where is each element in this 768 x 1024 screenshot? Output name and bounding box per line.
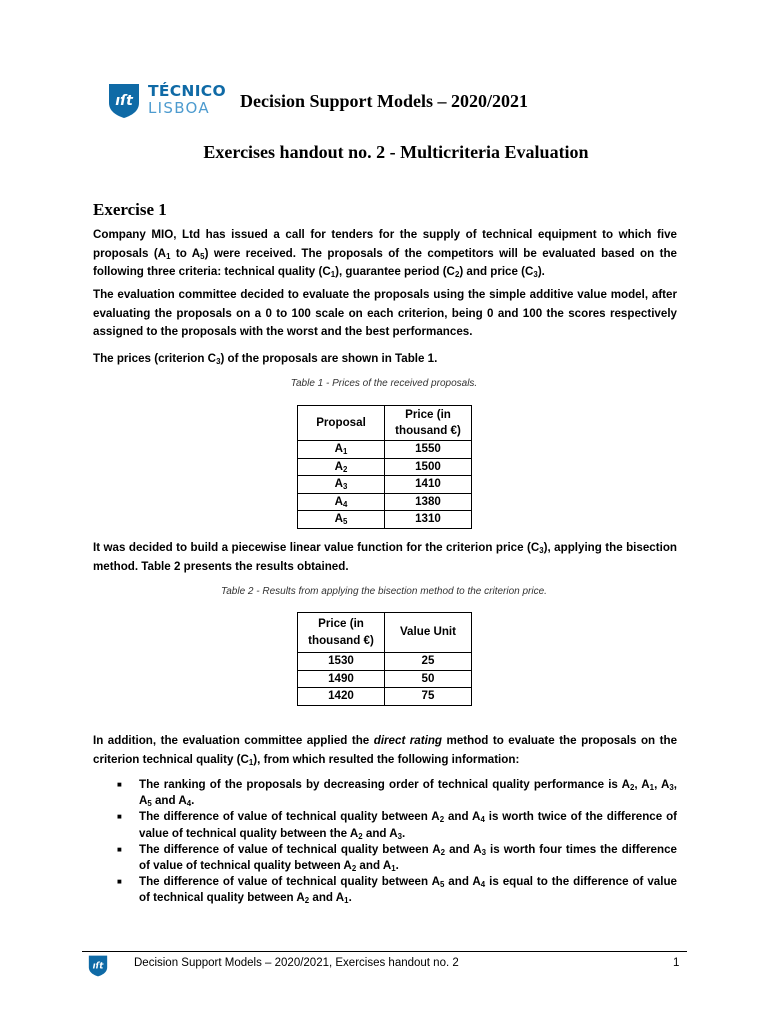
table-row: [298, 688, 472, 706]
svg-text:ıſt: ıſt: [115, 93, 133, 109]
proposal-cell: $A_4$: [298, 493, 385, 511]
header-price: Price (in thousand €): [298, 613, 385, 653]
table-row: [298, 670, 472, 688]
header-price: Price (in thousand €): [385, 406, 472, 441]
price-cell: 1490: [298, 670, 385, 688]
table-row: [298, 511, 472, 529]
exercise-heading: Exercise 1: [93, 200, 167, 219]
bullet-square-icon: ■: [117, 812, 122, 822]
bullet-square-icon: ■: [117, 844, 122, 854]
logo-line-2: LISBOA: [148, 98, 210, 117]
price-cell: 1420: [298, 688, 385, 706]
logo-line-1: TÉCNICO: [148, 82, 226, 100]
price-cell: 1310: [385, 511, 472, 529]
list-item: ■ The ranking of the proposals by decreasing order of technical quality performance is $A_2$, $A_1$, $A_3$, $A_5$ and $A_4$.: [117, 778, 678, 809]
document-title: Decision Support Models – 2020/2021: [239, 91, 529, 111]
list-item: ■ The difference of value of technical quality between $A_2$ and $A_4$ is worth twice of the difference of value of technical quality between the $A_2$ and $A_3$.: [117, 810, 678, 841]
document-subtitle: Exercises handout no. 2 - Multicriteria Evaluation: [203, 142, 589, 162]
paragraph-evaluation-model: The evaluation committee decided to evaluate the proposals using the simple additive value model, after evaluating the proposals on a 0 to 100 scale on each criterion, being 0 and 100 the scores respectively assigned to the proposals with the worst and the best performances.: [93, 288, 677, 338]
price-cell: 1410: [385, 476, 472, 494]
table-header-row: [298, 406, 472, 441]
value-cell: 25: [385, 653, 472, 671]
table-row: [298, 476, 472, 494]
paragraph-direct-rating: In addition, the evaluation committee applied the direct rating method to evaluate the proposals on the criterion technical quality $(C_1)$, from which resulted the following information:: [93, 734, 678, 767]
proposal-cell: $A_1$: [298, 441, 385, 459]
paragraph-bisection: It was decided to build a piecewise linear value function for the criterion price $(C_3)$, applying the bisection method. Table 2 presents the results obtained.: [93, 541, 677, 573]
list-item: ■ The difference of value of technical quality between $A_5$ and $A_4$ is equal to the difference of value of technical quality between $A_2$ and $A_1$.: [117, 875, 677, 906]
page-number: 1: [673, 957, 680, 969]
proposal-cell: $A_5$: [298, 511, 385, 529]
price-cell: 1500: [385, 458, 472, 476]
paragraph-intro: Company MIO, Ltd has issued a call for tenders for the supply of technical equipment to which five proposals ($A_1$ to $A_5$) were received. The proposals of the competitors will be evaluated based on the following three criteria: technical quality $(C_1)$, guarantee period $(C_2)$ and price $(C_3)$.: [93, 228, 677, 279]
footer-text: Decision Support Models – 2020/2021, Exercises handout no. 2: [134, 957, 459, 969]
table-header-row: [298, 613, 472, 653]
price-cell: 1380: [385, 493, 472, 511]
footer-shield-icon: [88, 955, 108, 977]
list-item: ■ The difference of value of technical quality between $A_2$ and $A_3$ is worth four times the difference of value of technical quality between $A_2$ and $A_1$.: [117, 842, 677, 873]
table-row: [298, 441, 472, 459]
price-cell: 1550: [385, 441, 472, 459]
bullet-square-icon: ■: [117, 780, 122, 789]
bullet-square-icon: ■: [117, 877, 122, 887]
footer-divider: [82, 951, 687, 952]
table-row: [298, 653, 472, 671]
table1-caption: Table 1 - Prices of the received proposals.: [290, 378, 478, 389]
proposal-cell: $A_3$: [298, 476, 385, 494]
svg-text:ıſt: ıſt: [92, 961, 104, 972]
value-cell: 50: [385, 670, 472, 688]
proposal-cell: $A_2$: [298, 458, 385, 476]
bisection-table: [297, 612, 472, 706]
price-cell: 1530: [298, 653, 385, 671]
paragraph-prices-intro: The prices (criterion $C_3$) of the proposals are shown in Table 1.: [93, 352, 438, 366]
table2-caption: Table 2 - Results from applying the bisection method to the criterion price.: [221, 586, 547, 597]
value-cell: 75: [385, 688, 472, 706]
prices-table: [297, 405, 472, 529]
table-row: [298, 458, 472, 476]
header-value-unit: Value Unit: [385, 613, 472, 653]
header-proposal: Proposal: [298, 406, 385, 441]
information-list: [117, 777, 677, 907]
table-row: [298, 493, 472, 511]
